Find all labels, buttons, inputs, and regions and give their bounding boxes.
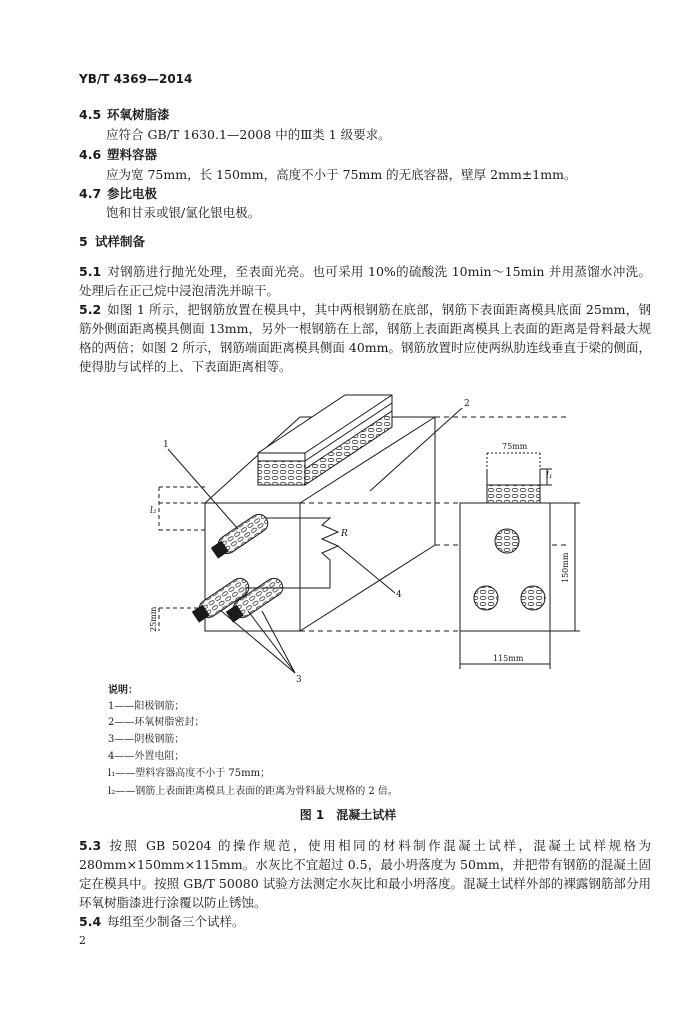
section-number: 5.2 <box>79 302 102 317</box>
section-number: 4.6 <box>79 147 102 162</box>
label-3: 3 <box>296 675 302 685</box>
rebar-section-top <box>495 529 519 553</box>
legend-item: 3——阴极钢筋； <box>108 734 185 745</box>
label-1: 1 <box>163 440 169 450</box>
legend-item: 2——环氧树脂密封； <box>108 717 205 728</box>
section-4-5-heading <box>79 106 170 124</box>
legend-title: 说明： <box>108 685 138 696</box>
rebar-section-bottom-right <box>521 586 545 610</box>
section-5-1 <box>79 262 651 300</box>
section-title: 参比电极 <box>107 186 158 201</box>
label-2: 2 <box>464 399 470 409</box>
dim-25mm: 25mm <box>149 606 158 632</box>
section-number: 4.7 <box>79 186 102 201</box>
label-4: 4 <box>396 590 402 600</box>
figure-caption: 图 1 混凝土试样 <box>299 808 397 822</box>
section-number: 5.1 <box>79 264 102 279</box>
section-4-6-body: 应为宽 75mm，长 150mm，高度不小于 75mm 的无底容器，壁厚 2mm±1mm。 <box>106 167 577 182</box>
page-number: 2 <box>79 934 86 947</box>
dim-150mm: 150mm <box>561 552 570 583</box>
section-number: 5.4 <box>79 914 102 929</box>
legend-item: 4——外置电阻； <box>108 751 185 762</box>
section-5-3 <box>79 836 651 912</box>
section-body: 对钢筋进行抛光处理，至表面光亮。也可采用 10%的硫酸洗 10min～15min 并用蒸馏水冲洗。处理后在正己烷中浸泡清洗并晾干。 <box>79 264 651 298</box>
section-number: 5.3 <box>79 838 102 853</box>
section-5-2 <box>79 300 651 376</box>
section-body: 按照 GB 50204 的操作规范，使用相同的材料制作混凝土试样，混凝土试样规格为 280mm×150mm×115mm。水灰比不宜超过 0.5，最小坍落度为 50mm，并把带有钢筋的混凝土固定在模具中。按照 GB/T 50080 试验方法测定水灰比和最小坍落度。混凝土试样外部的裸露钢筋部分用环氧树脂漆进行涂覆以防止锈蚀。 <box>79 838 651 910</box>
legend-item: l₁——塑料容器高度不小于 75mm； <box>108 768 271 779</box>
section-number: 5 <box>79 234 88 249</box>
section-4-5-body: 应符合 GB/T 1630.1—2008 中的Ⅲ类 1 级要求。 <box>106 127 391 142</box>
section-body: 每组至少制备三个试样。 <box>107 914 245 929</box>
section-4-6-heading <box>79 146 157 164</box>
figure-1-diagram <box>0 385 696 685</box>
label-l1: l₁ <box>546 471 553 481</box>
label-r: R <box>341 529 348 539</box>
section-4-7-body: 饱和甘汞或银/氯化银电极。 <box>106 205 261 220</box>
side-view-block <box>460 503 550 631</box>
section-title: 试样制备 <box>95 234 146 249</box>
section-number: 4.5 <box>79 107 102 122</box>
dim-115mm: 115mm <box>493 654 524 663</box>
section-body: 如图 1 所示，把钢筋放置在模具中，其中两根钢筋在底部，钢筋下表面距离模具底面 25mm，钢筋外侧面距离模具侧面 13mm，另外一根钢筋在上部，钢筋上表面距离模具上表面的距离是骨料最大规格的两倍；如图 2 所示，钢筋端面距离模具侧面 40mm。钢筋放置时应使两纵肋连线垂直于梁的侧面，使得肋与试样的上、下表面距离相等。 <box>79 302 651 374</box>
section-title: 环氧树脂漆 <box>107 107 170 122</box>
legend-item: l₂——钢筋上表面距离模具上表面的距离为骨料最大规格的 2 倍。 <box>108 786 398 797</box>
section-4-7-heading <box>79 185 157 203</box>
dim-75mm: 75mm <box>502 442 528 451</box>
section-title: 塑料容器 <box>107 147 158 162</box>
legend-item: 1——阳极钢筋； <box>108 701 185 712</box>
section-5-4 <box>79 913 245 931</box>
label-l2: l₂ <box>150 506 157 516</box>
standard-code: YB/T 4369—2014 <box>79 72 193 86</box>
rebar-section-bottom-left <box>474 586 498 610</box>
section-5-heading <box>79 233 145 251</box>
